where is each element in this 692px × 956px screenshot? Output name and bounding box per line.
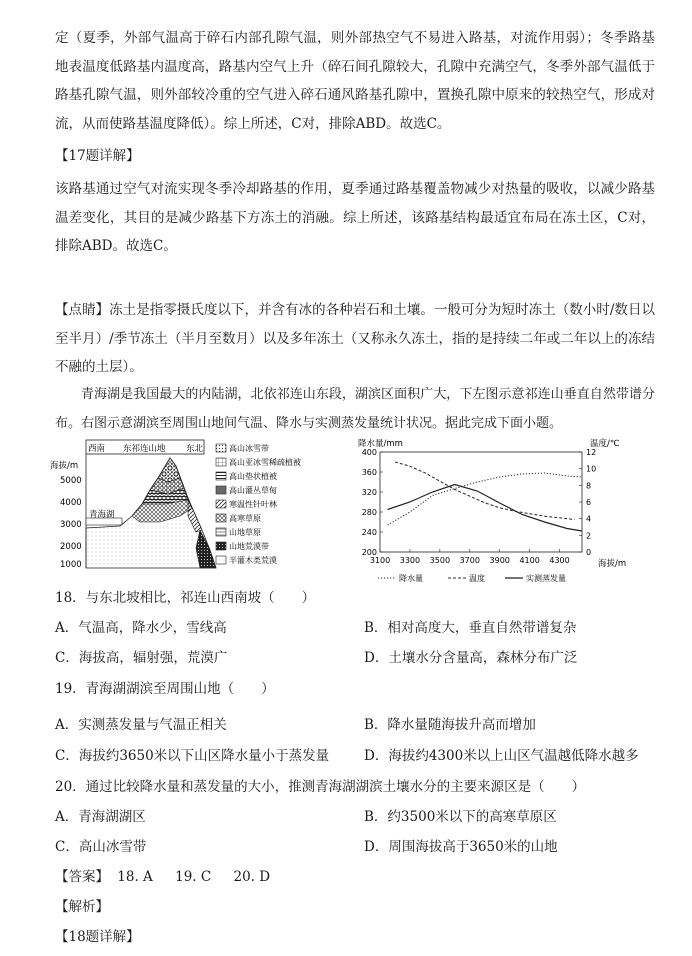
- chart-legend: [378, 573, 566, 583]
- paragraph-intro: 青海湖是我国最大的内陆湖，北依祁连山东段，湖滨区面积广大，下左图示意祁连山垂直自然带谱分布。右图示意湖滨至周围山地间气温、降水与实测蒸发量统计状况。据此完成下面小题。: [55, 387, 655, 431]
- y-tick-1000: 1000: [60, 560, 82, 570]
- y-right-tick-6: 6: [586, 498, 592, 507]
- legend-text-evap: 实测蒸发量: [526, 574, 566, 583]
- y-right-tick-4: 4: [586, 514, 592, 524]
- chart-xlabel: 海拔/m: [598, 559, 627, 569]
- y-left-tick-400: 400: [361, 448, 377, 457]
- y-left-tick-360: 360: [361, 468, 377, 477]
- y-right-tick-12: 12: [586, 448, 597, 457]
- legend-label-2: 高山垫状植被: [229, 472, 277, 481]
- dir-southwest: 西南: [88, 444, 106, 454]
- climate-chart: [350, 436, 650, 586]
- y-tick-4000: 4000: [60, 498, 82, 508]
- x-tick-3900: 3900: [489, 556, 510, 565]
- lake-label: 青海湖: [89, 510, 115, 520]
- q20-stem: 20．通过比较降水量和蒸发量的大小，推测青海湖湖滨土壤水分的主要来源区是（ ）: [55, 779, 586, 795]
- x-tick-3300: 3300: [399, 556, 421, 565]
- q19-option-c: C．海拔约3650米以下山区降水量小于蒸发量: [55, 748, 330, 764]
- answer-19: 19. C: [175, 869, 212, 885]
- legend-swatch-2: [216, 472, 226, 480]
- series-line-1: [395, 462, 575, 520]
- y-right-tick-8: 8: [586, 481, 592, 491]
- legend-swatch-3: [216, 486, 226, 494]
- x-tick-3100: 3100: [369, 556, 391, 565]
- legend-label-3: 高山灌丛草甸: [229, 486, 277, 495]
- y-tick-5000: 5000: [60, 476, 82, 486]
- dir-mountain: 东祁连山地: [123, 444, 166, 454]
- q18-option-a: A．气温高，降水少，雪线高: [55, 620, 227, 636]
- legend-swatch-1: [216, 458, 226, 466]
- x-tick-3500: 3500: [429, 556, 451, 565]
- paragraph-17-explanation: 该路基通过空气对流实现冬季冷却路基的作用，夏季通过路基覆盖物减少对热量的吸收，以减少路基温差变化，其目的是减少路基下方冻土的消融。综上所述，该路基结构最适宜布局在冻土区，C对，排除ABD。故选C。: [55, 181, 655, 254]
- x-tick-4300: 4300: [549, 556, 570, 565]
- legend-label-6: 山地草原: [229, 528, 261, 537]
- legend-swatch-6: [216, 528, 226, 536]
- y-left-tick-280: 280: [361, 508, 377, 517]
- y-left-tick-240: 240: [361, 528, 377, 537]
- y-right-tick-0: 0: [586, 548, 592, 557]
- legend-text-temp: 温度: [469, 574, 485, 583]
- legend-swatch-5: [216, 514, 226, 522]
- legend-swatch-0: [216, 444, 226, 452]
- legend-swatch-7: [216, 542, 226, 550]
- paragraph-dianjing: 【点睛】冻土是指零摄氏度以下，并含有冰的各种岩石和土壤。一般可分为短时冻土（数小时/数日以至半月）/季节冻土（半月至数月）以及多年冻土（又称永久冻土，指的是持续二年或二年以上的冻结不融的土层）。: [55, 302, 655, 375]
- zone-legend: [216, 443, 301, 565]
- answer-line: [55, 865, 288, 885]
- y-axis-label: 海拔/m: [50, 461, 79, 471]
- y-tick-2000: 2000: [60, 542, 82, 552]
- paragraph-16-explanation: 定（夏季，外部气温高于碎石内部孔隙气温，则外部热空气不易进入路基，对流作用弱）；冬季路基地表温度低路基内温度高，路基内空气上升（碎石间孔隙较大，孔隙中充满空气，冬季外部气温低于路基孔隙气温，则外部较冷重的空气进入碎石通风路基孔隙中，置换孔隙中原来的较热空气，形成对流，从而使路基温度降低）。综上所述，C对，排除ABD。故选C。: [55, 30, 655, 132]
- q18-option-d: D．土壤水分含量高，森林分布广泛: [364, 650, 578, 666]
- heading-q18: 【18题详解】: [55, 929, 140, 945]
- series-line-2: [388, 485, 583, 532]
- q19-option-a: A．实测蒸发量与气温正相关: [55, 717, 227, 733]
- legend-label-8: 半灌木类荒漠: [229, 556, 277, 565]
- legend-label-5: 高寒草原: [229, 514, 261, 523]
- q19-option-d: D．海拔约4300米以上山区气温越低降水越多: [364, 748, 639, 764]
- y-tick-3000: 3000: [60, 520, 82, 530]
- legend-label-7: 山地荒漠带: [229, 542, 269, 551]
- answer-18: 18. A: [117, 869, 153, 885]
- legend-swatch-8: [216, 556, 226, 564]
- y-left-tick-200: 200: [361, 548, 377, 557]
- dir-northeast: 东北: [186, 444, 204, 454]
- legend-label-0: 高山冰雪带: [229, 444, 269, 453]
- q18-stem: 18．与东北坡相比，祁连山西南坡（ ）: [55, 590, 316, 606]
- y-left-tick-320: 320: [361, 488, 377, 497]
- q18-option-b: B．相对高度大，垂直自然带谱复杂: [364, 620, 577, 636]
- y-right-tick-10: 10: [586, 464, 597, 474]
- q20-option-c: C．高山冰雪带: [55, 839, 147, 855]
- q20-option-d: D．周围海拔高于3650米的山地: [364, 839, 558, 855]
- x-tick-4100: 4100: [519, 556, 540, 565]
- mountain-desert: [196, 530, 216, 568]
- q19-option-b: B．降水量随海拔升高而增加: [364, 717, 536, 733]
- legend-label-1: 高山亚冰雪稀疏植被: [229, 458, 301, 467]
- zone-profile-figure: [50, 438, 340, 578]
- legend-swatch-4: [216, 500, 226, 508]
- heading-q17: 【17题详解】: [55, 148, 140, 164]
- mountain-snow: [158, 458, 180, 482]
- q19-stem: 19．青海湖湖滨至周围山地（ ）: [55, 681, 275, 697]
- chart-ylabel-right: 温度/℃: [590, 439, 620, 449]
- jiexi-heading: 【解析】: [55, 899, 109, 915]
- y-right-tick-2: 2: [586, 531, 592, 541]
- legend-label-4: 寒温性针叶林: [229, 500, 277, 509]
- x-tick-3700: 3700: [459, 556, 480, 565]
- q20-option-a: A．青海湖湖区: [55, 809, 146, 825]
- chart-series: [388, 462, 583, 531]
- q20-option-b: B．约3500米以下的高寒草原区: [364, 809, 557, 825]
- legend-text-precip: 降水量: [399, 574, 423, 583]
- answer-label: 【答案】: [55, 869, 109, 885]
- answer-20: 20. D: [233, 869, 271, 885]
- chart-ylabel-left: 降水量/mm: [358, 439, 403, 449]
- q18-option-c: C．海拔高，辐射强，荒漠广: [55, 650, 228, 666]
